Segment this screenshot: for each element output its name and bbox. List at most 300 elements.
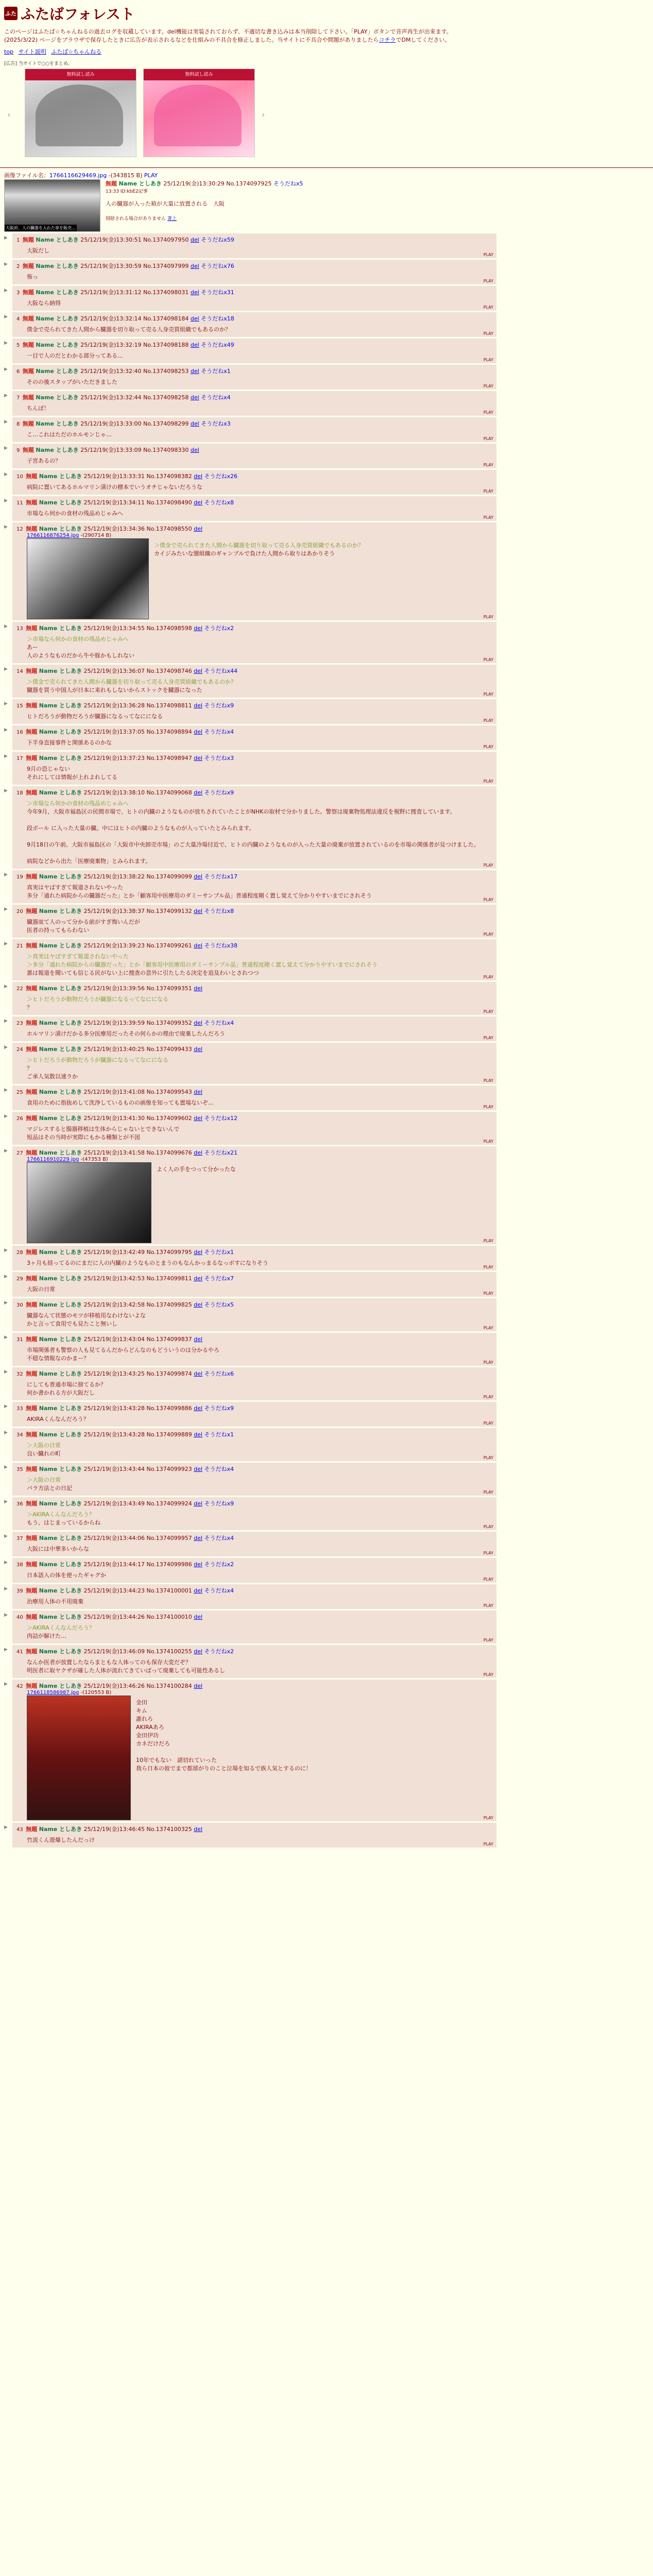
reply-index: 36 [16,1501,23,1507]
reply-title: 無題 [22,289,34,296]
reply-arrow-icon: ▶ [4,1019,8,1024]
reply-meta [16,907,492,915]
reply-title: 無題 [26,625,38,632]
sodane-button[interactable]: そうだねx59 [201,236,234,243]
sodane-button[interactable]: そうだねx76 [201,263,234,269]
sodane-button[interactable]: そうだねx18 [201,315,234,322]
reply-body [27,299,492,308]
sodane-button[interactable]: そうだねx31 [201,289,234,296]
play-button[interactable]: PLAY [483,252,493,257]
reply-number[interactable]: No.1374099543 [146,1089,192,1095]
del-link[interactable]: del [194,1466,203,1472]
reply-date: 25/12/19(金)13:37:23 [83,755,145,761]
sodane-button[interactable]: そうだねx9 [204,789,234,796]
ad-card-2[interactable]: 無料試し読み [143,69,255,157]
reply-title: 無題 [26,526,38,532]
del-link[interactable]: del [194,873,203,880]
del-link[interactable]: del [194,1405,203,1412]
reply-post [4,1146,496,1244]
reply-arrow-icon: ▶ [4,1248,8,1253]
play-button[interactable]: PLAY [483,489,493,494]
play-button[interactable]: PLAY [483,615,493,619]
sodane-button[interactable]: そうだねx3 [204,755,234,761]
reply-title: 無題 [26,1089,38,1095]
reply-number[interactable]: No.1374098330 [143,447,189,453]
nav-link-top[interactable]: top [4,48,14,55]
reply-index: 32 [16,1371,23,1377]
del-link[interactable]: del [190,236,199,243]
reply-line: なんか医者が放置したならまともな人体ってのも保存大変だぞ？ [27,1659,191,1666]
reply-line: ホルマリン漬けだかる多分医療用だったその何らかの理由で廃棄したんだろう [27,1030,225,1037]
play-button[interactable]: PLAY [483,1360,493,1365]
reply-name: Name としあき [39,1149,82,1156]
reply-number[interactable]: No.1374099986 [146,1561,192,1568]
reply-number[interactable]: No.1374097950 [143,236,189,243]
reply-number[interactable]: No.1374098598 [146,625,192,632]
reply-image[interactable] [27,1696,131,1820]
sodane-button[interactable]: そうだねx44 [204,668,238,674]
play-button[interactable]: PLAY [483,1524,493,1529]
reply-title: 無題 [22,447,34,453]
reply-post [4,338,496,363]
reply-number[interactable]: No.1374099261 [146,942,192,949]
reply-date: 25/12/19(金)13:46:09 [83,1648,145,1655]
del-link[interactable]: del [194,1535,203,1541]
reply-body [136,1699,312,1820]
del-link[interactable]: del [190,342,199,348]
sodane-button[interactable]: そうだねx5 [204,1301,234,1308]
reply-line: バラ方法との日記 [27,1485,72,1492]
reply-number[interactable]: No.1374100325 [146,1826,192,1833]
play-button[interactable]: PLAY [483,1105,493,1109]
reply-number[interactable]: No.1374099923 [146,1466,192,1472]
sodane-button[interactable]: そうだねx3 [201,420,231,427]
sodane-button[interactable]: そうだねx49 [201,342,234,348]
reply-image-row [27,1696,492,1820]
reply-number[interactable]: No.1374098947 [146,755,192,761]
reply-number[interactable]: No.1374100010 [146,1614,192,1620]
play-button[interactable]: PLAY [483,897,493,902]
nav-link-futaba[interactable]: ふたば☆ちゃんねる [51,48,102,55]
play-button[interactable]: PLAY [483,692,493,697]
del-link[interactable]: del [194,625,203,632]
reply-meta [16,472,492,480]
reply-number[interactable]: No.1374099795 [146,1249,192,1256]
del-link[interactable]: del [194,985,203,992]
sodane-button[interactable]: そうだねx4 [204,1020,234,1026]
reply-index: 1 [16,238,20,243]
reply-arrow-icon: ▶ [4,984,8,989]
sodane-button[interactable]: そうだねx8 [204,908,234,914]
reply-meta [16,1274,492,1282]
play-button[interactable]: PLAY [483,1239,493,1243]
del-link[interactable]: del [194,1115,203,1122]
del-link[interactable]: del [194,668,203,674]
sodane-button[interactable]: そうだねx17 [204,873,238,880]
play-button[interactable]: PLAY [483,515,493,520]
reply-name: Name としあき [39,755,82,761]
del-link[interactable]: del [190,447,199,453]
play-button[interactable]: PLAY [483,1036,493,1040]
op-meta: 無題 Name としあき 25/12/19(金)13:30:29 No.1374097925 そうだねx5 [106,180,303,187]
reply-arrow-icon: ▶ [4,1586,8,1591]
play-button[interactable]: PLAY [483,1291,493,1296]
reply-number[interactable]: No.1374098894 [146,728,192,735]
reply-name: Name としあき [39,1535,82,1541]
play-button[interactable]: PLAY [483,718,493,723]
reply-date: 25/12/19(金)13:31:12 [80,289,142,296]
del-link[interactable]: del [194,1431,203,1438]
reply-number[interactable]: No.1374098490 [146,499,192,506]
play-button[interactable]: PLAY [483,975,493,979]
sodane-button[interactable]: そうだねx7 [204,1275,234,1282]
del-link[interactable]: del [194,1336,203,1343]
reply-post [4,286,496,311]
reply-name: Name としあき [36,368,79,375]
play-button[interactable]: PLAY [483,657,493,662]
reply-meta [16,419,492,428]
site-logo[interactable]: ふた [4,7,18,20]
del-link[interactable]: del [194,1500,203,1507]
op-play-button[interactable]: PLAY [144,172,158,179]
play-button[interactable]: PLAY [483,1672,493,1677]
reply-body [27,953,492,977]
reply-body [27,247,492,255]
reply-index: 27 [16,1150,23,1156]
reply-number[interactable]: No.1374100284 [146,1683,192,1689]
site-title[interactable]: ふたばフォレスト [21,6,135,23]
reply-number[interactable]: No.1374099837 [146,1336,192,1343]
reply-date: 25/12/19(金)13:44:26 [83,1614,145,1620]
reply-date: 25/12/19(金)13:41:30 [83,1115,145,1122]
reply-number[interactable]: No.1374098746 [146,668,192,674]
del-link[interactable]: del [190,368,199,375]
play-button[interactable]: PLAY [483,1455,493,1460]
reply-number[interactable]: No.1374098299 [143,420,189,427]
play-button[interactable]: PLAY [483,779,493,784]
reply-name: Name としあき [39,702,82,709]
reply-line: カネだけだろ [136,1740,170,1747]
play-button[interactable]: PLAY [483,1395,493,1399]
nav-link-about[interactable]: サイト説明 [18,48,46,55]
reply-date: 25/12/19(金)13:36:28 [83,702,145,709]
reply-body [27,1598,492,1606]
reply-post [4,905,496,938]
del-link[interactable]: del [194,1275,203,1282]
play-button[interactable]: PLAY [483,1078,493,1083]
reply-file-link[interactable]: 1766118586987.jpg [27,1690,79,1696]
reply-name: Name としあき [39,1587,82,1594]
op-thumbnail[interactable]: 大阪府、人の臓器を入れた車を販売… [4,179,100,232]
carousel-prev-icon[interactable]: ‹ [7,110,11,120]
reply-meta [16,1647,492,1655]
reply-arrow-icon: ▶ [4,1335,8,1340]
reply-number[interactable]: No.1374098550 [146,526,192,532]
reply-name: Name としあき [36,315,79,322]
play-button[interactable]: PLAY [483,744,493,749]
play-button[interactable]: PLAY [483,932,493,937]
reply-meta [16,1404,492,1412]
reply-name: Name としあき [39,985,82,992]
reply-post [4,1497,496,1530]
reply-number[interactable]: No.1374098253 [143,368,189,375]
sodane-button[interactable]: そうだねx6 [204,1370,234,1377]
reply-number[interactable]: No.1374099433 [146,1046,192,1053]
reply-date: 25/12/19(金)13:33:09 [80,447,142,453]
op-file-link[interactable]: 1766116629469.jpg [49,172,107,179]
play-button[interactable]: PLAY [483,279,493,283]
reply-title: 無題 [26,1149,38,1156]
del-link[interactable]: del [194,789,203,796]
reply-arrow-icon: ▶ [4,446,8,451]
sodane-button[interactable]: そうだねx1 [204,1249,234,1256]
del-link[interactable]: del [190,289,199,296]
reply-number[interactable]: No.1374099811 [146,1275,192,1282]
reply-number[interactable]: No.1374099099 [146,873,192,880]
reply-number[interactable]: No.1374098184 [143,315,189,322]
reply-number[interactable]: No.1374099351 [146,985,192,992]
reply-post [4,391,496,416]
reply-number[interactable]: No.1374099068 [146,789,192,796]
del-link[interactable]: del [194,1587,203,1594]
reply-title: 無題 [26,942,38,949]
reply-date: 25/12/19(金)13:30:51 [80,236,142,243]
reply-index: 5 [16,343,20,348]
reply-body [27,352,492,360]
reply-line [136,1748,312,1756]
reply-number[interactable]: No.1374098258 [143,394,189,401]
reply-body [27,1511,492,1527]
sodane-button[interactable]: そうだねx4 [204,1466,234,1472]
reply-line: 臓器を買う中国人が日本に来れもしないからストックを臓器になった [27,687,202,693]
del-link[interactable]: del [194,1614,203,1620]
reply-line: 医者の持ってもらわない [27,927,89,934]
del-link[interactable]: del [194,1149,203,1156]
contact-link[interactable]: コチラ [379,37,396,43]
reply-file-link[interactable]: 1766116910229.jpg [27,1157,79,1162]
reply-title: 無題 [26,985,38,992]
sodane-button[interactable]: そうだねx4 [204,1587,234,1594]
reply-index: 16 [16,730,23,735]
del-link[interactable]: del [194,728,203,735]
reply-index: 43 [16,1827,23,1833]
play-button[interactable]: PLAY [483,1265,493,1269]
play-button[interactable]: PLAY [483,1551,493,1555]
reply-body [27,1125,492,1142]
del-link[interactable]: del [190,420,199,427]
reply-number[interactable]: No.1374099676 [146,1149,192,1156]
reply-name: Name としあき [39,1466,82,1472]
sodane-button[interactable]: そうだねx1 [204,1431,234,1438]
reply-title: 無題 [26,728,38,735]
reply-body [27,1415,492,1423]
play-button[interactable]: PLAY [483,463,493,467]
reply-number[interactable]: No.1374098811 [146,702,192,709]
reply-name: Name としあき [39,1089,82,1095]
reply-number[interactable]: No.1374098382 [146,473,192,480]
play-button[interactable]: PLAY [483,1842,493,1846]
play-button[interactable]: PLAY [483,1139,493,1144]
del-link[interactable]: del [194,1020,203,1026]
reply-date: 25/12/19(金)13:38:10 [83,789,145,796]
play-button[interactable]: PLAY [483,1009,493,1014]
play-button[interactable]: PLAY [483,863,493,868]
play-button[interactable]: PLAY [483,1638,493,1642]
sodane-button[interactable]: そうだねx2 [204,625,234,632]
del-link[interactable]: del [190,263,199,269]
del-link[interactable]: del [194,473,203,480]
del-link[interactable]: del [194,1370,203,1377]
play-button[interactable]: PLAY [483,1816,493,1820]
reply-line: 金田 [136,1699,147,1706]
reply-name: Name としあき [39,1370,82,1377]
reply-number[interactable]: No.1374100001 [146,1587,192,1594]
reply-meta [16,1560,492,1568]
reply-title: 無題 [26,1587,38,1594]
del-link[interactable]: del [190,394,199,401]
reply-line: ？ [27,1065,32,1072]
reply-body [27,1442,492,1458]
reply-number[interactable]: No.1374099352 [146,1020,192,1026]
reply-index: 13 [16,626,23,632]
del-link[interactable]: del [194,1301,203,1308]
reply-line: 市場なら何かの食材の残品めじゃみへ [27,510,123,517]
del-link[interactable]: del [194,1089,203,1095]
sodane-button[interactable]: そうだねx4 [204,728,234,735]
sodane-button[interactable]: そうだねx9 [204,702,234,709]
reply-line: ＞大阪の日常 [27,1442,61,1449]
reply-name: Name としあき [39,473,82,480]
del-link[interactable]: del [194,942,203,949]
sodane-button[interactable]: そうだねx9 [204,1500,234,1507]
reply-line: 9月18日の午前、大阪市福島区の「大阪市中央卸売市場」のご大量冷場付近で、ヒトの内臓のようなものが入った大量の廃棄が放置されているのを市場の関係者が見つけました。 [27,841,479,848]
play-button[interactable]: PLAY [483,410,493,415]
del-link[interactable]: del [194,1826,203,1833]
del-link[interactable]: del [194,1561,203,1568]
play-button[interactable]: PLAY [483,1603,493,1608]
play-button[interactable]: PLAY [483,1577,493,1582]
sodane-button[interactable]: そうだねx4 [201,394,231,401]
reply-image[interactable] [27,1162,151,1243]
reply-name: Name としあき [39,1020,82,1026]
reply-meta [16,1499,492,1507]
reply-post [4,1367,496,1400]
reply-arrow-icon: ▶ [4,1148,8,1154]
reply-line: 金田伊功 [136,1732,159,1739]
del-link[interactable]: del [194,1249,203,1256]
sodane-button[interactable]: そうだねx21 [204,1149,238,1156]
reply-date: 25/12/19(金)13:40:25 [83,1046,145,1053]
play-button[interactable]: PLAY [483,331,493,336]
del-link[interactable]: del [194,755,203,761]
reply-number[interactable]: No.1374099602 [146,1115,192,1122]
reply-index: 29 [16,1276,23,1282]
reply-title: 無題 [26,1275,38,1282]
reply-number[interactable]: No.1374097999 [143,263,189,269]
play-button[interactable]: PLAY [483,436,493,441]
play-button[interactable]: PLAY [483,1490,493,1495]
reply-index: 9 [16,448,20,453]
reply-line: 3ヶ月も経ってるのにまだに人の内臓のようなものとまうのもなんかっまるなっボすになりそう [27,1260,268,1266]
reply-name: Name としあき [39,1249,82,1256]
reply-title: 無題 [26,908,38,914]
reply-number[interactable]: No.1374098031 [143,289,189,296]
reply-number[interactable]: No.1374099957 [146,1535,192,1541]
reply-file-link[interactable]: 1766116876254.jpg [27,533,79,538]
del-link[interactable]: del [194,499,203,506]
ad-carousel [4,69,318,161]
sodane-button[interactable]: そうだねx8 [204,499,234,506]
play-button[interactable]: PLAY [483,1421,493,1426]
del-link[interactable]: del [194,1648,203,1655]
reply-title: 無題 [22,394,34,401]
del-link[interactable]: del [194,1683,203,1689]
del-link[interactable]: del [194,526,203,532]
reply-date: 25/12/19(金)13:43:25 [83,1370,145,1377]
reply-file-info: 1766116876254.jpg -(290714 B) [27,533,112,538]
reply-number[interactable]: No.1374099132 [146,908,192,914]
reply-name: Name としあき [39,1826,82,1833]
reply-number[interactable]: No.1374098188 [143,342,189,348]
reply-line: 今年9月、大阪市福島区の民間市場で、ヒトの内臓のようなものが放ちされていたことがNHKの取材で分かりました。警察は廃棄物処理法違反を視野に捜査しています。 [27,808,456,815]
del-link[interactable]: del [194,1046,203,1053]
reply-date: 25/12/19(金)13:32:44 [80,394,142,401]
reply-arrow-icon: ▶ [4,235,8,241]
reply-meta [16,1248,492,1256]
play-button[interactable]: PLAY [483,1326,493,1330]
reply-arrow-icon: ▶ [4,288,8,293]
reply-name: Name としあき [39,789,82,796]
sodane-button[interactable]: そうだねx38 [204,942,238,949]
carousel-next-icon[interactable]: › [262,110,265,120]
del-link[interactable]: del [194,702,203,709]
sodane-button[interactable]: そうだねx9 [204,1405,234,1412]
reply-number[interactable]: No.1374099886 [146,1405,192,1412]
reply-number[interactable]: No.1374100255 [146,1648,192,1655]
play-button[interactable]: PLAY [483,305,493,310]
reply-image[interactable] [27,538,149,619]
reply-number[interactable]: No.1374099924 [146,1500,192,1507]
sodane-button[interactable]: そうだねx1 [201,368,231,375]
reply-post [4,1558,496,1583]
del-link[interactable]: del [190,315,199,322]
sodane-button[interactable]: そうだねx26 [204,473,238,480]
sodane-button[interactable]: そうだねx2 [204,1648,234,1655]
sodane-button[interactable]: そうだねx12 [204,1115,238,1122]
del-link[interactable]: del [194,908,203,914]
reply-index: 18 [16,790,23,796]
reply-title: 無題 [22,236,34,243]
reply-line: 我ら日本の彼でまで都部がりのこと泣場を知るで族人気とするのに！ [136,1765,312,1772]
reply-line [27,849,492,857]
ad-card-1[interactable]: 無料試し読み [25,69,136,157]
play-button[interactable]: PLAY [483,384,493,388]
reply-title: 無題 [26,1431,38,1438]
play-button[interactable]: PLAY [483,358,493,362]
reply-number[interactable]: No.1374099889 [146,1431,192,1438]
reply-index: 6 [16,369,20,375]
reply-title: 無題 [22,342,34,348]
reply-number[interactable]: No.1374099825 [146,1301,192,1308]
reply-number[interactable]: No.1374099874 [146,1370,192,1377]
reply-post [4,1112,496,1145]
reply-arrow-icon: ▶ [4,1465,8,1470]
reply-post [4,982,496,1015]
reply-title: 無題 [26,1683,38,1689]
sodane-button[interactable]: そうだねx4 [204,1535,234,1541]
reply-line: ＞僕金で売られてきた人間から臓器を切り取って売る人身売買組織でもあるのか？ [154,542,364,549]
sodane-button[interactable]: そうだねx2 [204,1561,234,1568]
